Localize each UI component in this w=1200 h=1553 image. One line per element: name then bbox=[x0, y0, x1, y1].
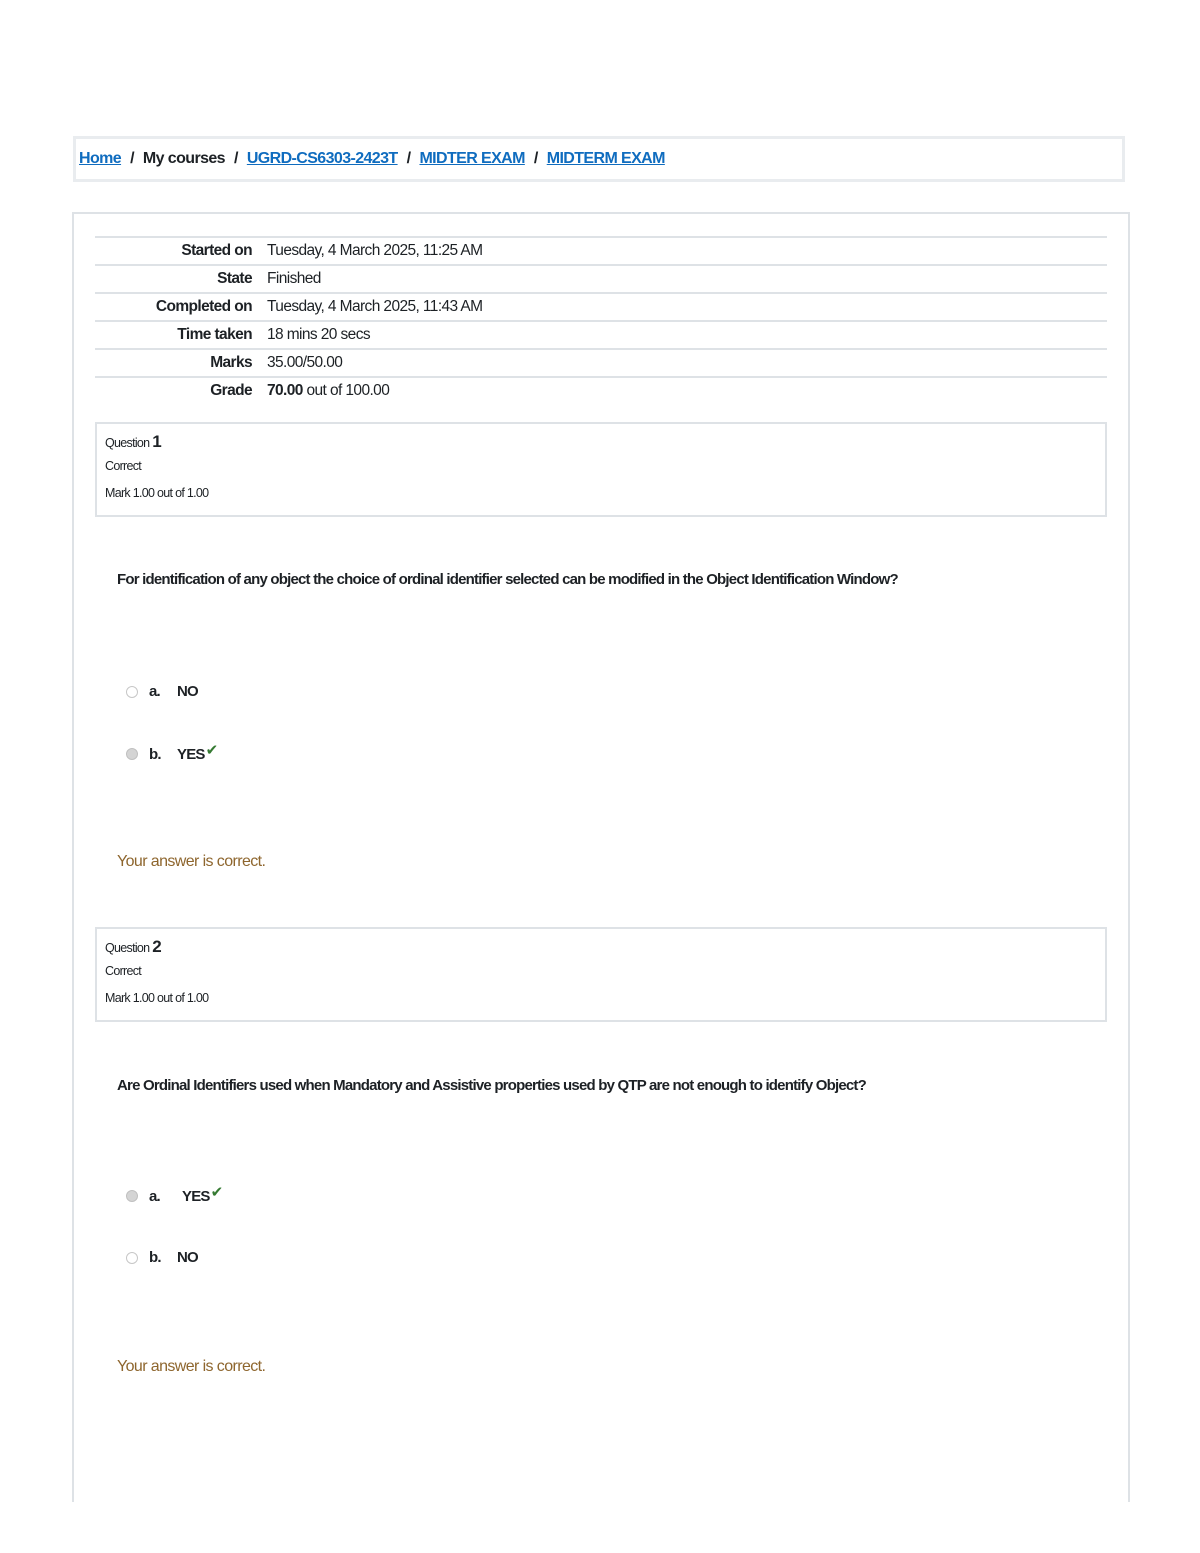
answer-option-2a[interactable] bbox=[126, 1184, 223, 1205]
grade-suffix: out of 100.00 bbox=[306, 382, 390, 399]
option-text: NO bbox=[177, 1249, 198, 1266]
summary-row bbox=[95, 265, 1107, 293]
summary-value: Tuesday, 4 March 2025, 11:43 AM bbox=[267, 298, 483, 315]
summary-label: Marks bbox=[210, 354, 252, 371]
option-letter: a. bbox=[149, 683, 160, 700]
question-info-1 bbox=[95, 422, 1107, 517]
question-text-2: Are Ordinal Identifiers used when Mandatory and Assistive properties used by QTP are not enough to identify Object? bbox=[117, 1077, 866, 1094]
question-mark: Mark 1.00 out of 1.00 bbox=[105, 486, 209, 500]
breadcrumb-separator: / bbox=[233, 150, 238, 167]
option-text: NO bbox=[177, 683, 198, 700]
breadcrumb-separator: / bbox=[130, 150, 134, 167]
summary-label: Grade bbox=[210, 382, 252, 399]
question-status: Correct bbox=[105, 459, 142, 473]
feedback-1: Your answer is correct. bbox=[117, 853, 266, 870]
question-info-2 bbox=[95, 927, 1107, 1022]
summary-label: State bbox=[217, 270, 252, 287]
option-letter: b. bbox=[149, 1249, 161, 1266]
breadcrumb-course-link[interactable]: UGRD-CS6303-2423T bbox=[246, 150, 398, 167]
breadcrumb-separator: / bbox=[406, 150, 411, 167]
summary-label: Completed on bbox=[155, 298, 252, 315]
summary-label: Started on bbox=[181, 242, 252, 259]
answer-option-2b[interactable] bbox=[126, 1249, 198, 1266]
breadcrumb-separator: / bbox=[533, 150, 538, 167]
question-label: Question bbox=[105, 436, 150, 450]
feedback-2: Your answer is correct. bbox=[117, 1358, 266, 1375]
summary-value: Finished bbox=[267, 270, 321, 287]
question-number: 1 bbox=[152, 432, 161, 451]
question-label: Question bbox=[105, 941, 150, 955]
question-number: 2 bbox=[152, 937, 161, 956]
option-text: YES bbox=[177, 745, 205, 763]
check-icon: ✔ bbox=[210, 1184, 223, 1201]
summary-value: 35.00/50.00 bbox=[267, 354, 343, 371]
option-text: YES bbox=[182, 1187, 210, 1205]
summary-row bbox=[95, 377, 1107, 404]
summary-value bbox=[267, 377, 1107, 404]
check-icon: ✔ bbox=[205, 742, 218, 759]
summary-row bbox=[95, 293, 1107, 321]
breadcrumb bbox=[73, 136, 1125, 182]
question-status: Correct bbox=[105, 964, 142, 978]
summary-label: Time taken bbox=[177, 326, 252, 343]
option-letter: b. bbox=[149, 745, 161, 763]
answer-option-1b[interactable] bbox=[126, 742, 218, 763]
attempt-summary-table bbox=[95, 236, 1107, 404]
summary-row bbox=[95, 321, 1107, 349]
summary-value: 18 mins 20 secs bbox=[267, 326, 370, 343]
radio-button-selected[interactable] bbox=[126, 748, 138, 760]
breadcrumb-section-link[interactable]: MIDTER EXAM bbox=[419, 150, 525, 167]
breadcrumb-quiz-link[interactable]: MIDTERM EXAM bbox=[546, 150, 665, 167]
question-mark: Mark 1.00 out of 1.00 bbox=[105, 991, 209, 1005]
radio-button-selected[interactable] bbox=[126, 1190, 138, 1202]
summary-value: Tuesday, 4 March 2025, 11:25 AM bbox=[267, 242, 483, 259]
question-text-1: For identification of any object the choice of ordinal identifier selected can be modified in the Object Identification Window? bbox=[117, 571, 898, 588]
breadcrumb-my-courses: My courses bbox=[142, 150, 225, 167]
breadcrumb-home-link[interactable]: Home bbox=[79, 150, 122, 167]
summary-row bbox=[95, 237, 1107, 265]
option-letter: a. bbox=[149, 1187, 160, 1205]
radio-button[interactable] bbox=[126, 686, 138, 698]
answer-option-1a[interactable] bbox=[126, 683, 198, 700]
grade-value: 70.00 bbox=[267, 382, 303, 399]
summary-row bbox=[95, 349, 1107, 377]
radio-button[interactable] bbox=[126, 1252, 138, 1264]
